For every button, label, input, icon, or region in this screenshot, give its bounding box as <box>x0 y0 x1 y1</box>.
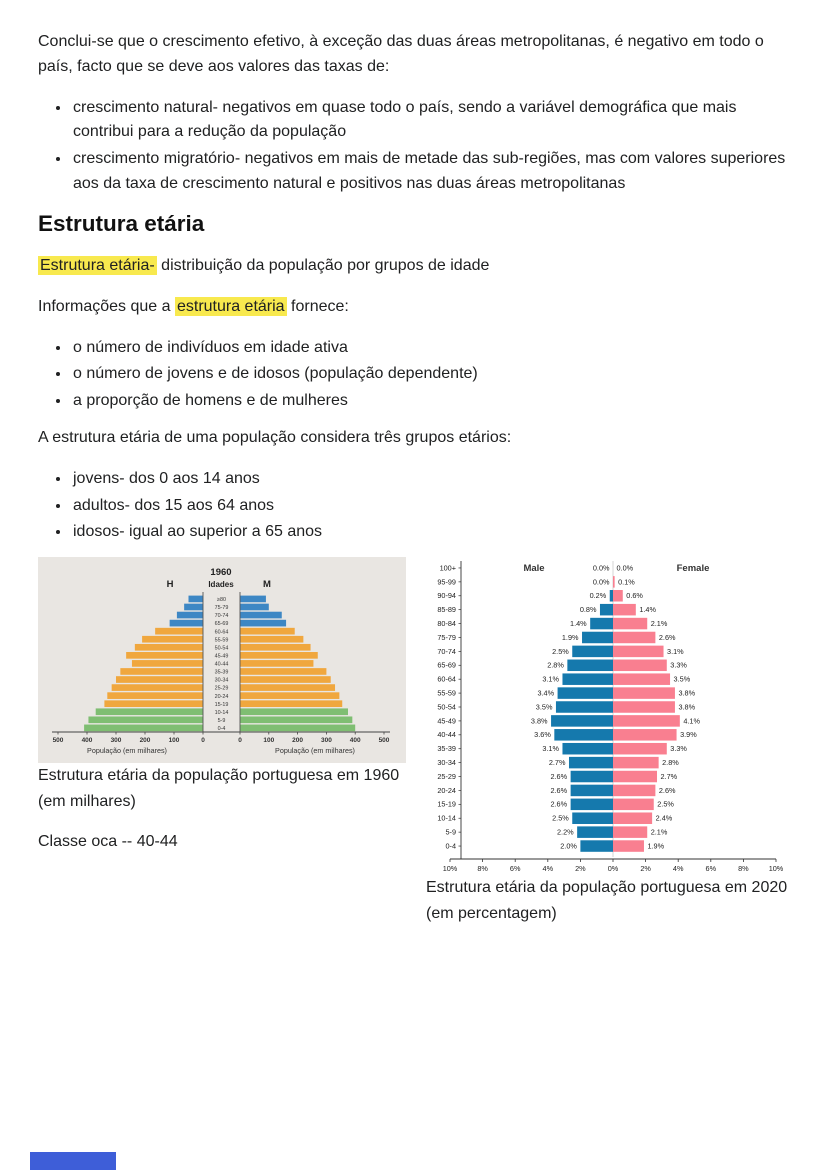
female-value-label: 2.1% <box>650 619 668 629</box>
bar-male <box>562 743 613 755</box>
age-label: 5-9 <box>445 827 456 837</box>
intro-paragraph: Conclui-se que o crescimento efetivo, à exceção das duas áreas metropolitanas, é negativo em todo o país, facto que se deve aos valores das taxas de: <box>38 33 764 75</box>
bar-female <box>613 576 615 588</box>
female-value-label: 3.3% <box>670 744 687 754</box>
bar-right <box>240 620 286 627</box>
x-tick-label: 200 <box>292 737 304 745</box>
female-value-label: 3.9% <box>680 730 697 740</box>
age-label: 70-74 <box>214 613 229 620</box>
female-value-label: 0.1% <box>618 577 635 587</box>
female-value-label: 3.3% <box>670 660 687 670</box>
bar-right <box>240 596 266 603</box>
bar-left <box>96 709 203 716</box>
age-label: 65-69 <box>214 621 229 628</box>
x-tick-label: 300 <box>320 737 332 745</box>
figure-2020 <box>426 557 816 942</box>
bar-right <box>240 668 326 675</box>
age-label: 35-39 <box>214 669 229 676</box>
male-value-label: 2.6% <box>550 799 568 809</box>
caption-2020: Estrutura etária da população portuguesa em 2020 (em percentagem) <box>426 879 788 922</box>
male-value-label: 0.0% <box>592 577 610 587</box>
x-tick-label: 400 <box>349 737 361 745</box>
definition-paragraph <box>38 254 790 279</box>
x-tick-label: 500 <box>52 737 64 745</box>
section-heading: Estrutura etária <box>38 210 205 236</box>
bar-male <box>582 632 613 644</box>
bar-right <box>240 612 282 619</box>
x-tick-label: 6% <box>705 864 717 874</box>
female-value-label: 3.5% <box>673 674 691 684</box>
bar-left <box>120 668 203 675</box>
right-series-label: M <box>263 579 271 591</box>
highlighted-term: estrutura etária <box>176 297 285 315</box>
age-label: 40-44 <box>437 730 456 740</box>
bar-female <box>613 688 675 700</box>
age-label: 15-19 <box>437 799 456 809</box>
age-label: 15-19 <box>214 702 229 709</box>
bar-right <box>240 693 339 700</box>
female-value-label: 3.8% <box>678 702 696 712</box>
age-label: 55-59 <box>437 688 456 698</box>
bar-female <box>613 771 657 783</box>
x-tick-label: 4% <box>542 864 554 874</box>
bar-left <box>135 644 203 651</box>
female-value-label: 0.6% <box>626 591 643 601</box>
bar-right <box>240 660 313 667</box>
bar-right <box>240 701 342 708</box>
bar-right <box>240 644 311 651</box>
bar-female <box>613 743 667 755</box>
female-value-label: 2.6% <box>658 786 676 796</box>
male-value-label: 2.2% <box>556 827 574 837</box>
bar-right <box>240 684 335 691</box>
age-label: 10-14 <box>214 710 229 717</box>
male-value-label: 3.8% <box>530 716 548 726</box>
age-label: 25-29 <box>214 685 229 692</box>
bar-female <box>613 729 677 741</box>
bar-female <box>613 660 667 672</box>
bar-male <box>556 701 613 713</box>
x-tick-label: 100 <box>263 737 275 745</box>
list-item: • crescimento natural- negativos em quase todo o país, sendo a variável demográfica que mais contribui para a redução da população <box>71 96 790 146</box>
bar-male <box>571 785 613 797</box>
age-label: 45-49 <box>437 716 456 726</box>
age-label: 80-84 <box>437 619 456 629</box>
bar-female <box>613 674 670 686</box>
x-tick-label: 4% <box>672 864 684 874</box>
bar-left <box>104 701 203 708</box>
x-tick-label: 2% <box>575 864 586 874</box>
bar-female <box>613 840 644 852</box>
bar-female <box>613 785 655 797</box>
x-tick-label: 400 <box>81 737 93 745</box>
female-value-label: 2.4% <box>655 813 673 823</box>
bar-left <box>155 628 203 635</box>
age-label: 95-99 <box>437 577 456 587</box>
bar-male <box>610 590 613 602</box>
bar-male <box>590 618 613 630</box>
female-value-label: 2.1% <box>650 827 668 837</box>
x-tick-label: 2% <box>640 864 651 874</box>
bar-male <box>558 688 613 700</box>
bar-left <box>170 620 203 627</box>
male-value-label: 0.0% <box>592 563 610 573</box>
bar-left <box>88 717 203 724</box>
age-label: 30-34 <box>214 677 229 684</box>
left-series-label: H <box>166 579 174 591</box>
x-tick-label: 0 <box>201 737 205 745</box>
age-label: 5-9 <box>217 718 226 725</box>
bar-female <box>613 646 664 658</box>
info-paragraph <box>38 295 790 320</box>
list-item: • idosos- igual ao superior a 65 anos <box>71 520 790 545</box>
next-page-table-edge <box>30 1152 116 1170</box>
x-tick-label: 0 <box>238 737 242 745</box>
x-tick-label: 500 <box>378 737 390 745</box>
male-value-label: 3.6% <box>534 730 551 740</box>
male-value-label: 2.0% <box>560 841 577 851</box>
age-label: 45-49 <box>214 653 229 660</box>
figure-1960 <box>38 557 406 871</box>
chart-title: 1960 <box>210 567 232 579</box>
male-header: Male <box>523 563 545 575</box>
x-tick-label: 6% <box>509 864 521 874</box>
info-suffix: fornece: <box>286 297 349 315</box>
age-label: 65-69 <box>437 660 456 670</box>
x-tick-label: 10% <box>442 864 458 874</box>
caption-1960: Estrutura etária da população portuguesa em 1960 (em milhares) <box>38 767 400 810</box>
list-item: • jovens- dos 0 aos 14 anos <box>71 467 790 492</box>
female-value-label: 2.6% <box>658 633 676 643</box>
age-label: 35-39 <box>437 744 456 754</box>
age-label: 20-24 <box>214 693 229 700</box>
bar-female <box>613 701 675 713</box>
bar-left <box>84 725 203 732</box>
male-value-label: 0.8% <box>579 605 597 615</box>
groups-bullet-list <box>38 467 790 545</box>
bar-female <box>613 590 623 602</box>
female-value-label: 1.9% <box>647 841 665 851</box>
age-label: ≥80 <box>217 597 226 604</box>
bar-male <box>572 646 613 658</box>
female-value-label: 3.8% <box>678 688 696 698</box>
bar-left <box>189 596 204 603</box>
x-tick-label: 300 <box>110 737 122 745</box>
x-tick-label: 200 <box>139 737 151 745</box>
female-value-label: 4.1% <box>683 716 700 726</box>
male-value-label: 2.6% <box>550 772 568 782</box>
bar-male <box>569 757 613 769</box>
female-value-label: 2.5% <box>657 799 674 809</box>
female-value-label: 1.4% <box>639 605 656 615</box>
x-tick-label: 8% <box>738 864 749 874</box>
age-label: 60-64 <box>437 674 456 684</box>
population-pyramid-1960 <box>38 557 406 763</box>
bar-right <box>240 725 355 732</box>
male-value-label: 2.5% <box>552 813 569 823</box>
bar-left <box>126 652 203 659</box>
bar-female <box>613 757 659 769</box>
age-label: 70-74 <box>437 646 456 656</box>
definition-rest: distribuição da população por grupos de idade <box>156 257 490 275</box>
bar-female <box>613 715 680 727</box>
age-label: 0-4 <box>217 726 226 733</box>
bar-female <box>613 632 655 644</box>
male-value-label: 2.5% <box>552 646 569 656</box>
bar-male <box>567 660 613 672</box>
note-classe-oca: Classe oca -- 40-44 <box>38 833 178 851</box>
bar-male <box>551 715 613 727</box>
x-axis-label: População (em milhares) <box>87 746 167 756</box>
list-item: • o número de indivíduos em idade ativa <box>71 336 790 361</box>
male-value-label: 1.9% <box>561 633 579 643</box>
male-value-label: 0.2% <box>589 591 607 601</box>
age-label: 20-24 <box>437 786 456 796</box>
bar-right <box>240 652 318 659</box>
age-label: 25-29 <box>437 772 456 782</box>
age-label: 40-44 <box>214 661 229 668</box>
age-label: 55-59 <box>214 637 229 644</box>
bar-left <box>132 660 203 667</box>
bar-female <box>613 813 652 825</box>
male-value-label: 3.4% <box>537 688 555 698</box>
bar-male <box>600 604 613 616</box>
male-value-label: 1.4% <box>570 619 587 629</box>
bar-female <box>613 618 647 630</box>
age-label: 50-54 <box>214 645 229 652</box>
bar-left <box>184 604 203 611</box>
list-item: • adultos- dos 15 aos 64 anos <box>71 494 790 519</box>
bar-right <box>240 628 295 635</box>
age-label: 50-54 <box>437 702 456 712</box>
bar-male <box>571 771 613 783</box>
male-value-label: 3.1% <box>542 744 559 754</box>
groups-intro-paragraph: A estrutura etária de uma população considera três grupos etários: <box>38 429 512 447</box>
bar-male <box>554 729 613 741</box>
female-value-label: 3.1% <box>667 646 684 656</box>
bar-female <box>613 604 636 616</box>
age-label: 10-14 <box>437 813 456 823</box>
bar-right <box>240 676 331 683</box>
info-prefix: Informações que a <box>38 297 175 315</box>
bar-right <box>240 604 269 611</box>
age-label: 100+ <box>439 563 456 573</box>
bar-male <box>571 799 613 811</box>
bar-male <box>580 840 613 852</box>
highlighted-term: Estrutura etária- <box>40 257 155 275</box>
age-label: 75-79 <box>214 605 229 612</box>
figures-row <box>38 557 790 942</box>
male-value-label: 2.6% <box>550 786 568 796</box>
x-tick-label: 10% <box>768 864 784 874</box>
x-tick-label: 0% <box>607 864 619 874</box>
bar-female <box>613 799 654 811</box>
bar-male <box>572 813 613 825</box>
x-tick-label: 100 <box>168 737 180 745</box>
x-axis-label: População (em milhares) <box>275 746 355 756</box>
bar-male <box>577 827 613 839</box>
taxas-bullet-list <box>38 96 790 197</box>
female-value-label: 2.7% <box>660 772 678 782</box>
female-value-label: 2.8% <box>662 758 679 768</box>
age-label: 30-34 <box>437 758 456 768</box>
age-label: 90-94 <box>437 591 456 601</box>
info-bullet-list <box>38 336 790 414</box>
age-label: 85-89 <box>437 605 456 615</box>
list-item: • o número de jovens e de idosos (população dependente) <box>71 362 790 387</box>
female-header: Female <box>676 563 710 575</box>
male-value-label: 3.5% <box>535 702 553 712</box>
list-item: • crescimento migratório- negativos em mais de metade das sub-regiões, mas com valores superiores aos da taxa de crescimento natural e positivos nas duas áreas metropolitanas <box>71 147 790 197</box>
population-pyramid-2020 <box>426 557 816 875</box>
age-label: 75-79 <box>437 633 456 643</box>
bar-right <box>240 717 352 724</box>
center-axis-label: Idades <box>208 580 234 590</box>
age-label: 0-4 <box>445 841 456 851</box>
male-value-label: 2.7% <box>548 758 566 768</box>
female-value-label: 0.0% <box>616 563 634 573</box>
x-tick-label: 8% <box>477 864 488 874</box>
bar-right <box>240 709 348 716</box>
bar-female <box>613 827 647 839</box>
bar-left <box>107 693 203 700</box>
bar-right <box>240 636 303 643</box>
bar-left <box>116 676 203 683</box>
male-value-label: 2.8% <box>547 660 564 670</box>
bar-left <box>112 684 203 691</box>
bar-male <box>562 674 613 686</box>
age-label: 60-64 <box>214 629 229 636</box>
male-value-label: 3.1% <box>542 674 559 684</box>
bar-left <box>142 636 203 643</box>
list-item: • a proporção de homens e de mulheres <box>71 389 790 414</box>
bar-left <box>177 612 203 619</box>
